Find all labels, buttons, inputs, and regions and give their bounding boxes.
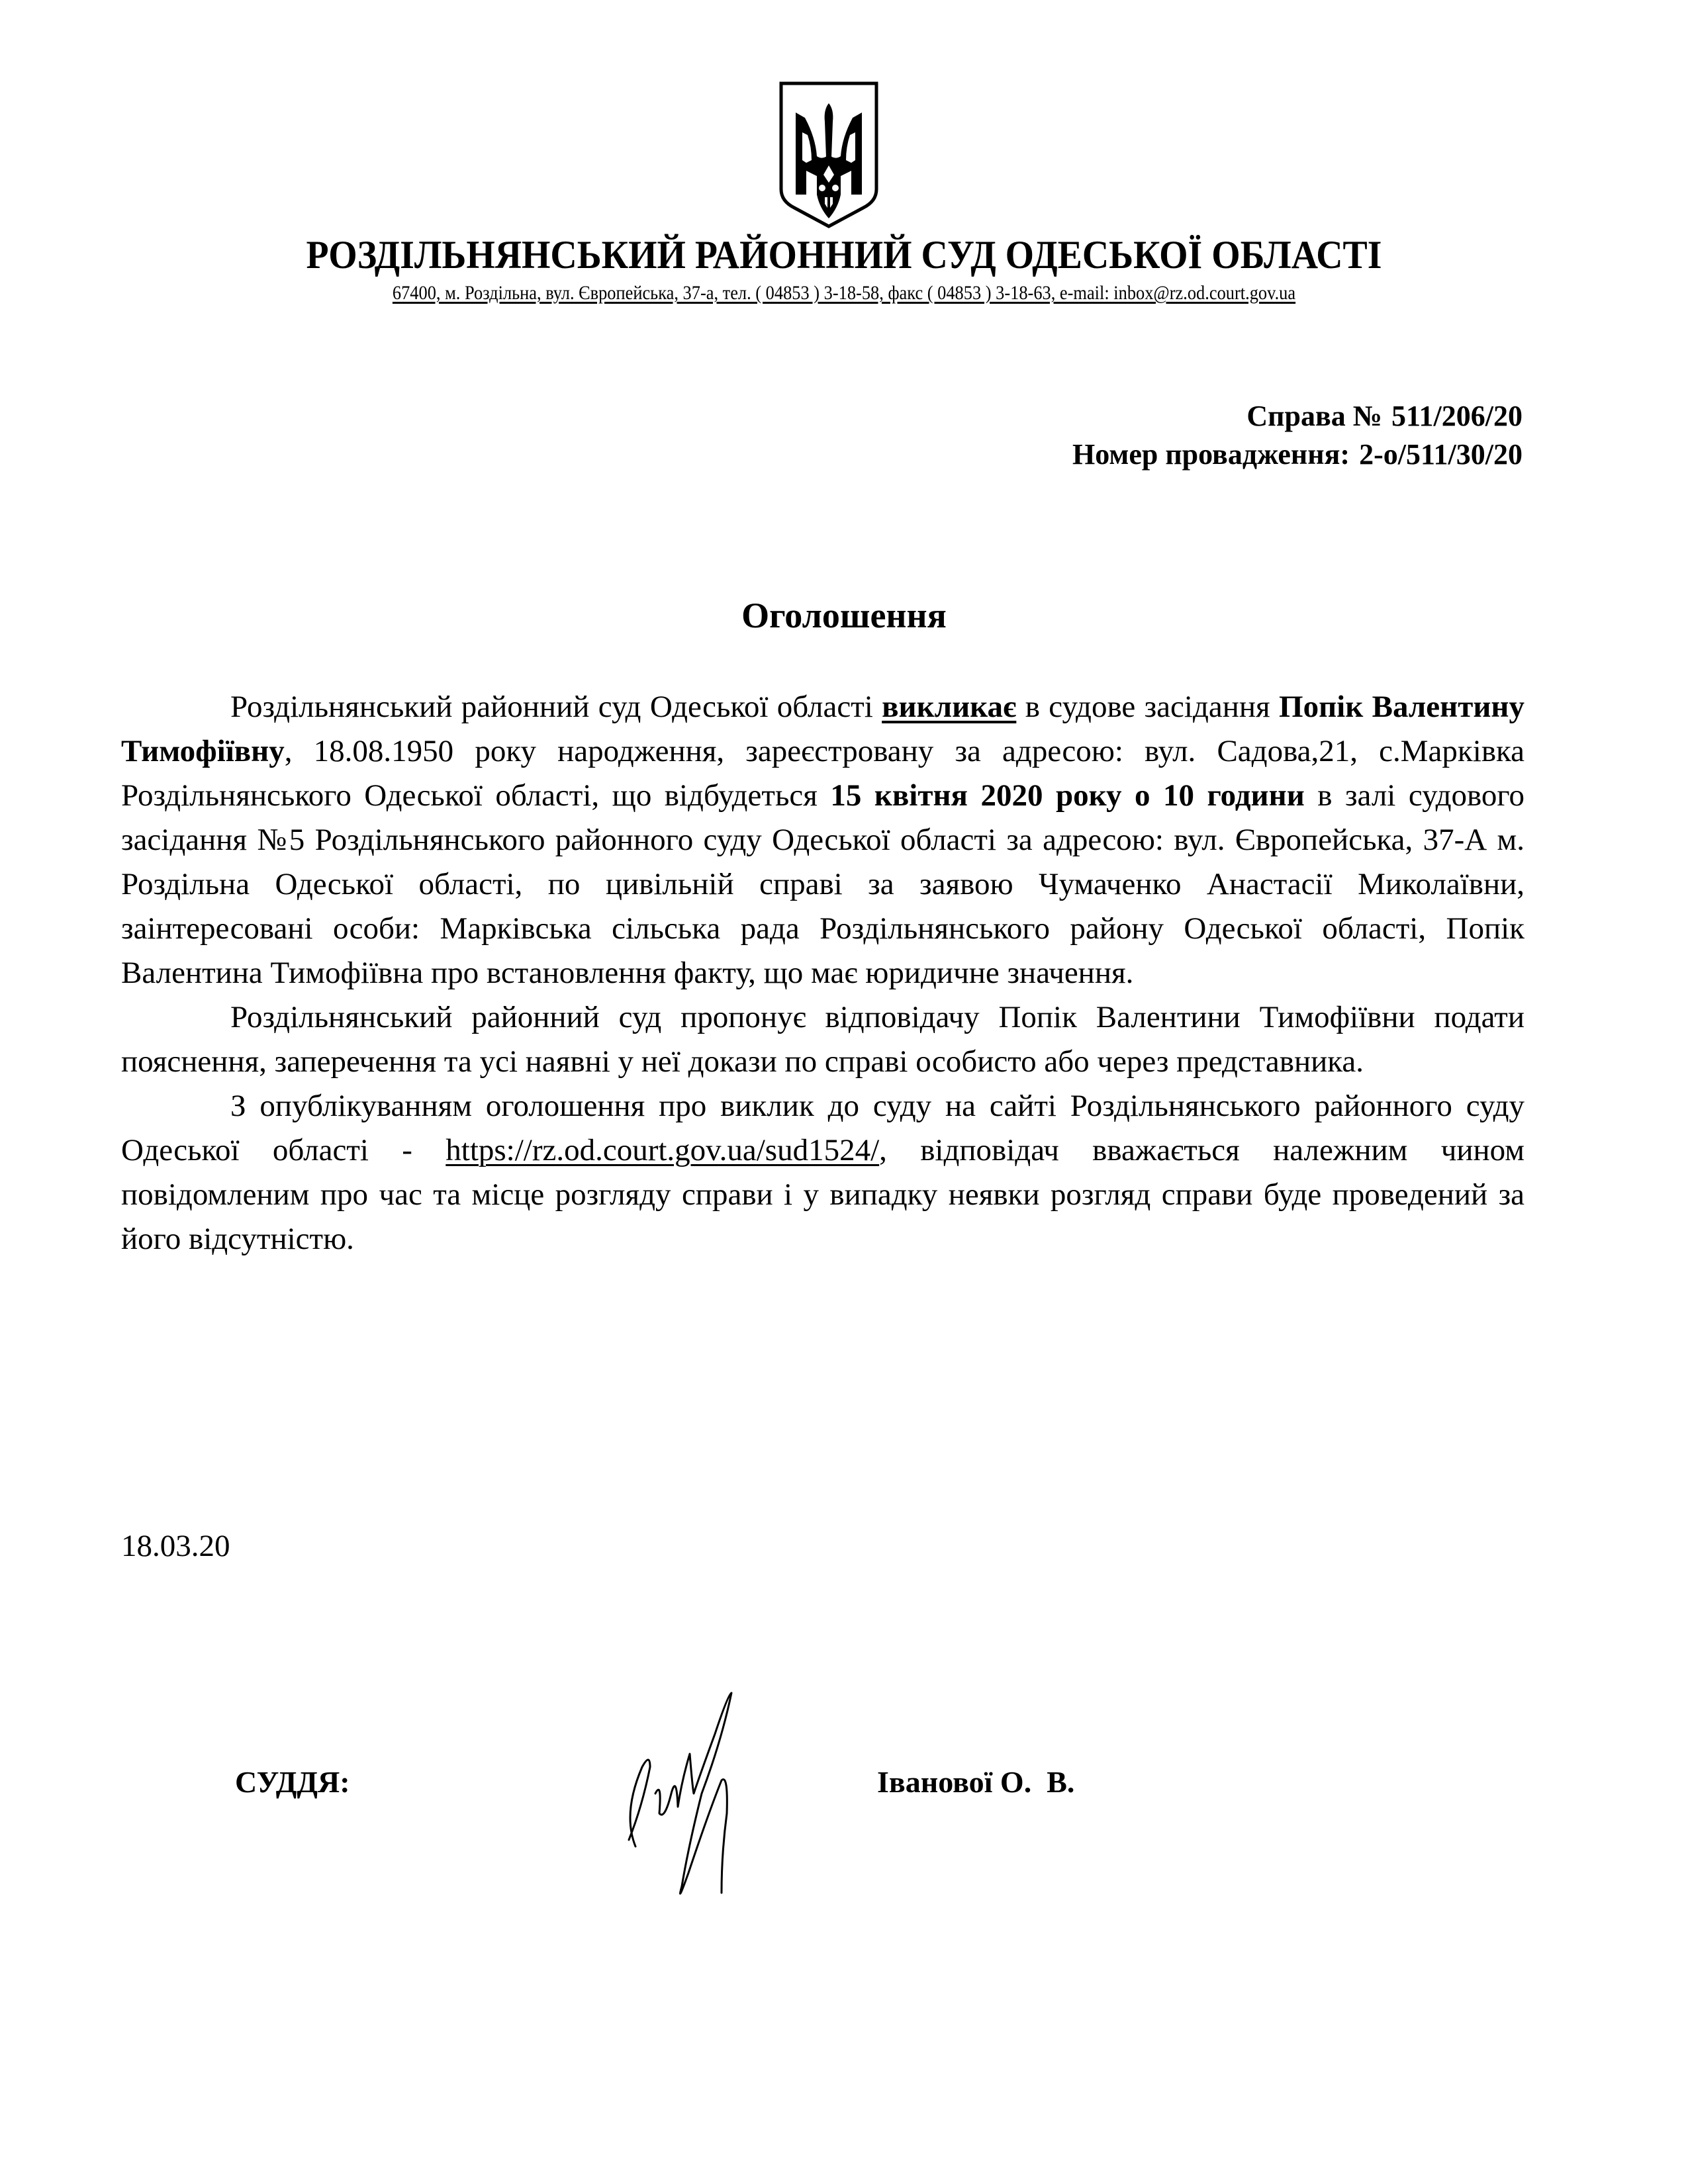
- handwritten-signature-icon: [616, 1681, 867, 1906]
- court-name: РОЗДІЛЬНЯНСЬКИЙ РАЙОННИЙ СУД ОДЕСЬКОЇ ОБЛАСТІ: [306, 233, 1382, 277]
- proceeding-number: 2-о/511/30/20: [1359, 438, 1523, 471]
- paragraph-publication: [121, 1084, 1524, 1261]
- hearing-datetime: 15 квітня 2020 року о 10 години: [830, 778, 1305, 813]
- paragraph-explanations: Роздільнянський районний суд пропонує відповідачу Попік Валентини Тимофіївни подати пояснення, заперечення та усі наявні у неї докази по справі особисто або через представника.: [121, 1000, 1524, 1079]
- announcement-body: [121, 685, 1524, 1261]
- p3-text-1: З опублікуванням оголошення про виклик до суду на сайті Роздільнянського районного суду Одеської області -: [121, 1089, 1524, 1167]
- p1-text-4: в залі судового засідання №5 Роздільнянського районного суду Одеської області за адресою: вул. Європейська, 37-А м. Роздільна Одеської області, по цивільній справі за заявою Чумаченко Анастасії Миколаївни, заінтересовані особи: Марківська сільська рада Роздільнянського району Одеської області, Попік Валентина Тимофіївна про встановлення факту, що має юридичне значення.: [121, 778, 1524, 990]
- case-number-label: Справа №: [1246, 400, 1382, 432]
- case-number-line: [1072, 397, 1523, 435]
- case-info: [1072, 397, 1523, 474]
- judge-name: Іванової О. В.: [877, 1765, 1075, 1799]
- document-title: Оголошення: [741, 596, 947, 635]
- coat-of-arms-icon: [776, 78, 882, 230]
- p1-text-1: Роздільнянський районний суд Одеської області: [230, 690, 882, 724]
- summons-verb: викликає: [882, 690, 1017, 724]
- paragraph-summons: [121, 685, 1524, 995]
- p1-text-3: , 18.08.1950 року народження, зареєстровану за адресою: вул. Садова,21, с.Марківка Роздільнянського Одеської області, що відбудеться: [121, 734, 1524, 813]
- defendant-name: Попік Валентину Тимофіївну: [121, 690, 1524, 768]
- case-number: 511/206/20: [1391, 400, 1523, 432]
- court-address: 67400, м. Роздільна, вул. Європейська, 37-а, тел. ( 04853 ) 3-18-58, факс ( 04853 ) 3-18-63, e-mail: inbox@rz.od.court.gov.ua: [392, 282, 1296, 304]
- court-website-link[interactable]: https://rz.od.court.gov.ua/sud1524/: [445, 1133, 880, 1167]
- proceeding-number-label: Номер провадження:: [1072, 438, 1350, 471]
- p3-text-2: , відповідач вважається належним чином повідомленим про час та місце розгляду справи і у випадку неявки розгляд справи буде проведений за його відсутністю.: [121, 1133, 1524, 1256]
- document-date: 18.03.20: [121, 1529, 230, 1563]
- p1-text-2: в судове засідання: [1016, 690, 1280, 724]
- judge-label: СУДДЯ:: [235, 1765, 350, 1799]
- proceeding-number-line: [1072, 435, 1523, 474]
